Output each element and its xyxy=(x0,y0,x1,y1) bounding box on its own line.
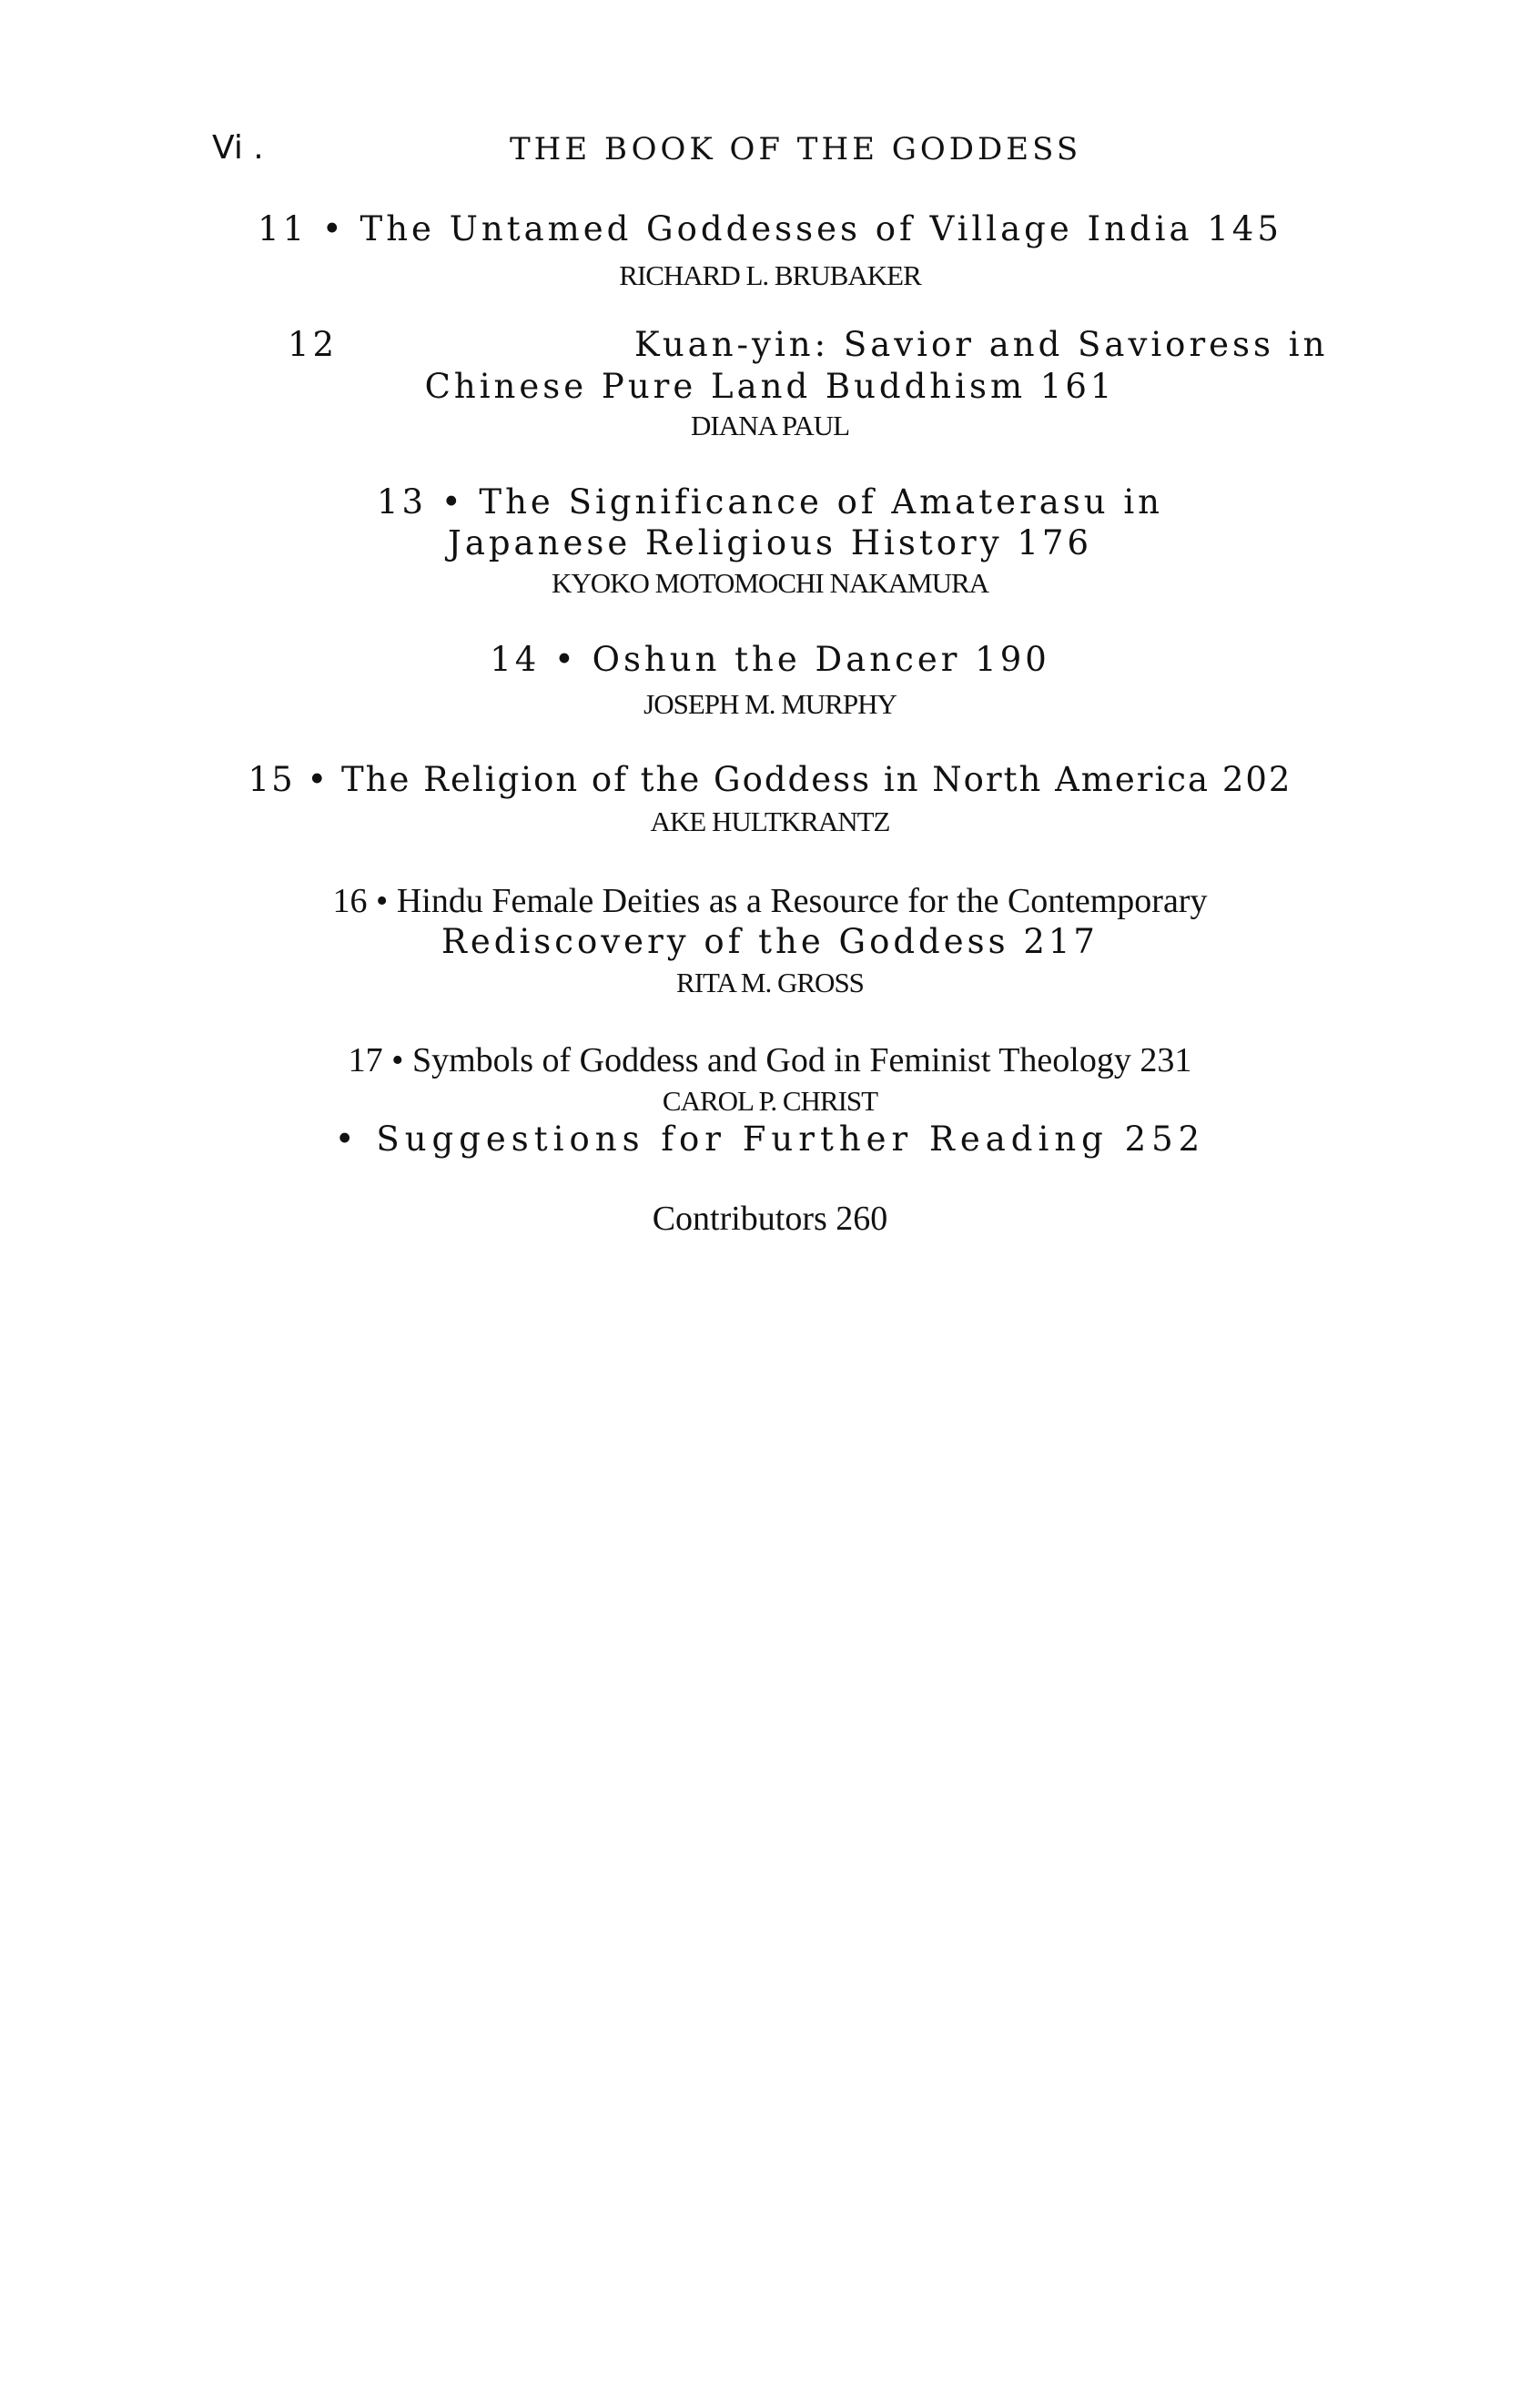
toc-entry-16-title-line1[interactable]: 16 • Hindu Female Deities as a Resource for the Contemporary xyxy=(332,882,1208,920)
toc-entry-13-title-line1[interactable]: 13 • The Significance of Amaterasu in xyxy=(377,482,1163,522)
toc-further-reading[interactable]: • Suggestions for Further Reading 252 xyxy=(334,1119,1206,1159)
toc-entry-13-author: KYOKO MOTOMOCHI NAKAMURA xyxy=(551,567,989,599)
toc-entry-12-title-line1[interactable]: Kuan-yin: Savior and Savioress in xyxy=(634,325,1329,364)
toc-entry-17-title[interactable]: 17 • Symbols of Goddess and God in Feminist Theology 231 xyxy=(348,1041,1192,1079)
toc-entry-15-title[interactable]: 15 • The Religion of the Goddess in North America 202 xyxy=(248,760,1292,799)
toc-entry-14-title[interactable]: 14 • Oshun the Dancer 190 xyxy=(490,640,1050,679)
toc-entry-16-title-line2[interactable]: Rediscovery of the Goddess 217 xyxy=(441,922,1099,961)
toc-entry-13-title-line2[interactable]: Japanese Religious History 176 xyxy=(447,523,1092,562)
page-number: Vi . xyxy=(212,129,264,167)
running-title: THE BOOK OF THE GODDESS xyxy=(510,131,1082,167)
toc-entry-17-author: CAROL P. CHRIST xyxy=(662,1085,878,1117)
toc-entry-12-author: DIANA PAUL xyxy=(690,410,850,441)
toc-entry-16-author: RITA M. GROSS xyxy=(676,967,864,998)
toc-contributors[interactable]: Contributors 260 xyxy=(652,1200,888,1238)
toc-entry-12-title-line2[interactable]: Chinese Pure Land Buddhism 161 xyxy=(424,367,1116,406)
toc-entry-14-author: JOSEPH M. MURPHY xyxy=(643,688,897,720)
toc-entry-11-author: RICHARD L. BRUBAKER xyxy=(619,259,921,291)
toc-entry-15-author: AKE HULTKRANTZ xyxy=(650,805,890,837)
toc-entry-11-title[interactable]: 11 • The Untamed Goddesses of Village India 145 xyxy=(258,209,1282,248)
toc-entry-12-number: 12 xyxy=(288,325,339,364)
